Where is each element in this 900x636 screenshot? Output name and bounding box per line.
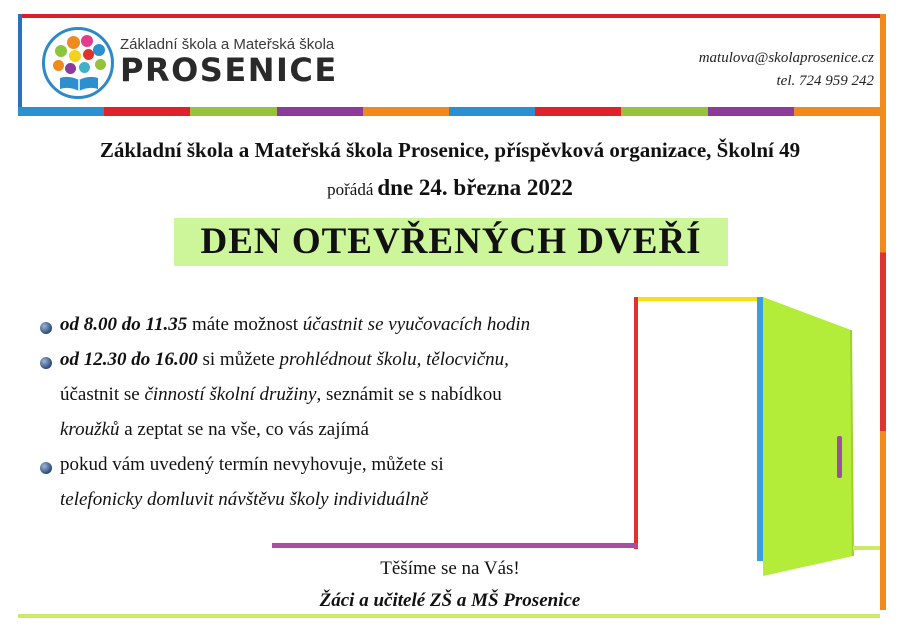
list-item-afternoon-line2: účastnit se činností školní družiny, seznámit se s nabídkou xyxy=(60,384,502,405)
list-item-morning: od 8.00 do 11.35 máte možnost účastnit se vyučovacích hodin xyxy=(60,314,531,335)
open-door-icon xyxy=(755,294,885,584)
tree-with-book-icon xyxy=(42,27,114,99)
color-band-segment xyxy=(104,107,190,116)
school-name-small: Základní škola a Mateřská škola xyxy=(120,36,335,53)
contact-phone: tel. 724 959 242 xyxy=(776,73,874,89)
color-band-segment xyxy=(363,107,449,116)
door-frame-left xyxy=(634,297,638,549)
frame-left-border xyxy=(18,14,22,114)
list-item-afternoon: od 12.30 do 16.00 si můžete prohlédnout školu, tělocvičnu, xyxy=(60,349,509,370)
contact-email[interactable]: matulova@skolaprosenice.cz xyxy=(698,50,874,66)
frame-bottom-border xyxy=(18,614,880,618)
brand-name: PROSENICE xyxy=(120,51,338,89)
color-band-segment xyxy=(277,107,363,116)
color-band-segment xyxy=(535,107,621,116)
color-band-segment xyxy=(708,107,794,116)
closing-signature: Žáci a učitelé ZŠ a MŠ Prosenice xyxy=(319,590,581,611)
door-frame-top xyxy=(634,297,761,301)
list-item-afternoon-line3: kroužků a zeptat se na vše, co vás zajímá xyxy=(60,419,369,440)
color-band-segment xyxy=(794,107,880,116)
bullet-icon xyxy=(40,357,52,369)
bullet-icon xyxy=(40,462,52,474)
floor-line xyxy=(272,543,638,548)
color-band-segment xyxy=(449,107,535,116)
color-band xyxy=(18,107,880,116)
event-headline: DEN OTEVŘENÝCH DVEŘÍ xyxy=(174,218,728,266)
frame-top-border xyxy=(18,14,886,18)
color-band-segment xyxy=(621,107,707,116)
list-item-individual-line2: telefonicky domluvit návštěvu školy individuálně xyxy=(60,489,429,510)
organizer-title: Základní škola a Mateřská škola Prosenice, příspěvková organizace, Školní 49 xyxy=(99,138,801,162)
closing-thanks: Těšíme se na Vás! xyxy=(380,558,520,579)
date-main: dne 24. března 2022 xyxy=(377,175,573,200)
color-band-segment xyxy=(18,107,104,116)
bullet-icon xyxy=(40,322,52,334)
list-item-individual: pokud vám uvedený termín nevyhovuje, můžete si xyxy=(60,454,444,475)
color-band-segment xyxy=(190,107,276,116)
date-prefix: pořádá xyxy=(327,180,374,199)
event-date xyxy=(0,175,900,201)
